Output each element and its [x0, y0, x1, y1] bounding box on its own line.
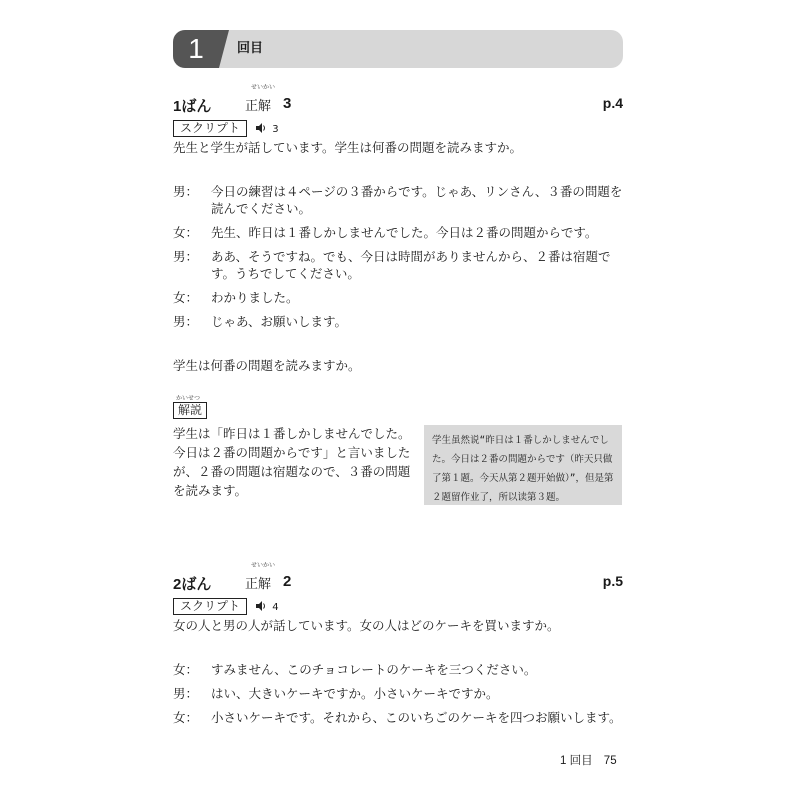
page-reference: p.4	[602, 95, 623, 111]
dialogue-speaker: 女：	[173, 710, 199, 725]
problem-title-row	[173, 562, 623, 595]
problem-2	[173, 562, 623, 726]
translation-box: 学生虽然说“昨日は１番しかしませんでした。今日は２番の問題からです（昨天只做了第１题。今天从第２题开始做）”，但是第２题留作业了，所以读第３题。	[424, 425, 622, 505]
question-text: 女の人と男の人が話しています。女の人はどのケーキを買いますか。	[173, 618, 560, 633]
page-number: 75	[603, 755, 617, 767]
dialogue-speaker: 男：	[173, 249, 199, 264]
dialogue-line	[173, 313, 623, 330]
track-number: 3	[272, 124, 279, 135]
question-text: 先生と学生が話しています。学生は何番の問題を読みますか。	[173, 140, 523, 155]
answer-label: 正解	[245, 99, 272, 114]
script-label-row	[173, 117, 623, 135]
problem-title: 1ばん	[173, 98, 212, 115]
dialogue-speaker: 女：	[173, 662, 199, 677]
script-label: スクリプト	[173, 598, 247, 615]
dialogue-line	[173, 685, 623, 702]
dialogue-text: わかりました。	[211, 290, 299, 305]
track-number: 4	[272, 602, 279, 613]
problem-title-row	[173, 84, 623, 117]
kaisetsu-furigana: かいせつ	[176, 395, 201, 402]
dialogue-text: 小さいケーキです。それから、このいちごのケーキを四つお願いします。	[211, 710, 622, 725]
dialogue-line	[173, 661, 623, 678]
section-number: 1	[173, 30, 219, 68]
dialogue-speaker: 男：	[173, 314, 199, 329]
dialogue-text: じゃあ、お願いします。	[211, 314, 348, 329]
page-reference: p.5	[602, 573, 623, 589]
kaisetsu-label: 解説	[173, 402, 207, 419]
script-label: スクリプト	[173, 120, 247, 137]
problem-title: 2ばん	[173, 576, 212, 593]
speaker-icon	[255, 600, 267, 612]
section-header	[173, 30, 623, 68]
section-label: 回目	[237, 41, 264, 56]
dialogue-text: 今日の練習は４ページの３番からです。じゃあ、リンさん、３番の問題を読んでください。	[211, 184, 623, 216]
dialogue-line	[173, 183, 623, 217]
dialogue-speaker: 男：	[173, 184, 199, 199]
answer-furigana: せいかい	[251, 84, 276, 91]
dialogue-line	[173, 224, 623, 241]
dialogue-speaker: 女：	[173, 225, 199, 240]
answer-value: 2	[283, 573, 292, 590]
dialogue-line	[173, 709, 623, 726]
speaker-icon	[255, 122, 267, 134]
answer-label: 正解	[245, 577, 272, 592]
dialogue-line	[173, 289, 623, 306]
kaisetsu-row	[173, 396, 623, 418]
dialogue-text: ああ、そうですね。でも、今日は時間がありませんから、２番は宿題です。うちでしてください。	[211, 249, 611, 281]
dialogue-speaker: 男：	[173, 686, 199, 701]
answer-furigana: せいかい	[251, 562, 276, 569]
dialogue-text: すみません、このチョコレートのケーキを三つください。	[211, 662, 537, 677]
dialogue	[173, 183, 623, 330]
dialogue-line	[173, 248, 623, 282]
dialogue-text: 先生、昨日は１番しかしませんでした。今日は２番の問題からです。	[211, 225, 598, 240]
dialogue-speaker: 女：	[173, 290, 199, 305]
dialogue	[173, 661, 623, 726]
explanation-text: 学生は「昨日は１番しかしませんでした。今日は２番の問題からです」と言いましたが、２番の問題は宿題なので、３番の問題を読みます。	[173, 426, 411, 498]
answer-value: 3	[283, 95, 292, 112]
script-label-row	[173, 595, 623, 613]
dialogue-text: はい、大きいケーキですか。小さいケーキですか。	[211, 686, 499, 701]
question-repeat: 学生は何番の問題を読みますか。	[173, 358, 361, 373]
footer-label: 1 回目	[560, 755, 593, 767]
page-footer	[560, 752, 617, 768]
